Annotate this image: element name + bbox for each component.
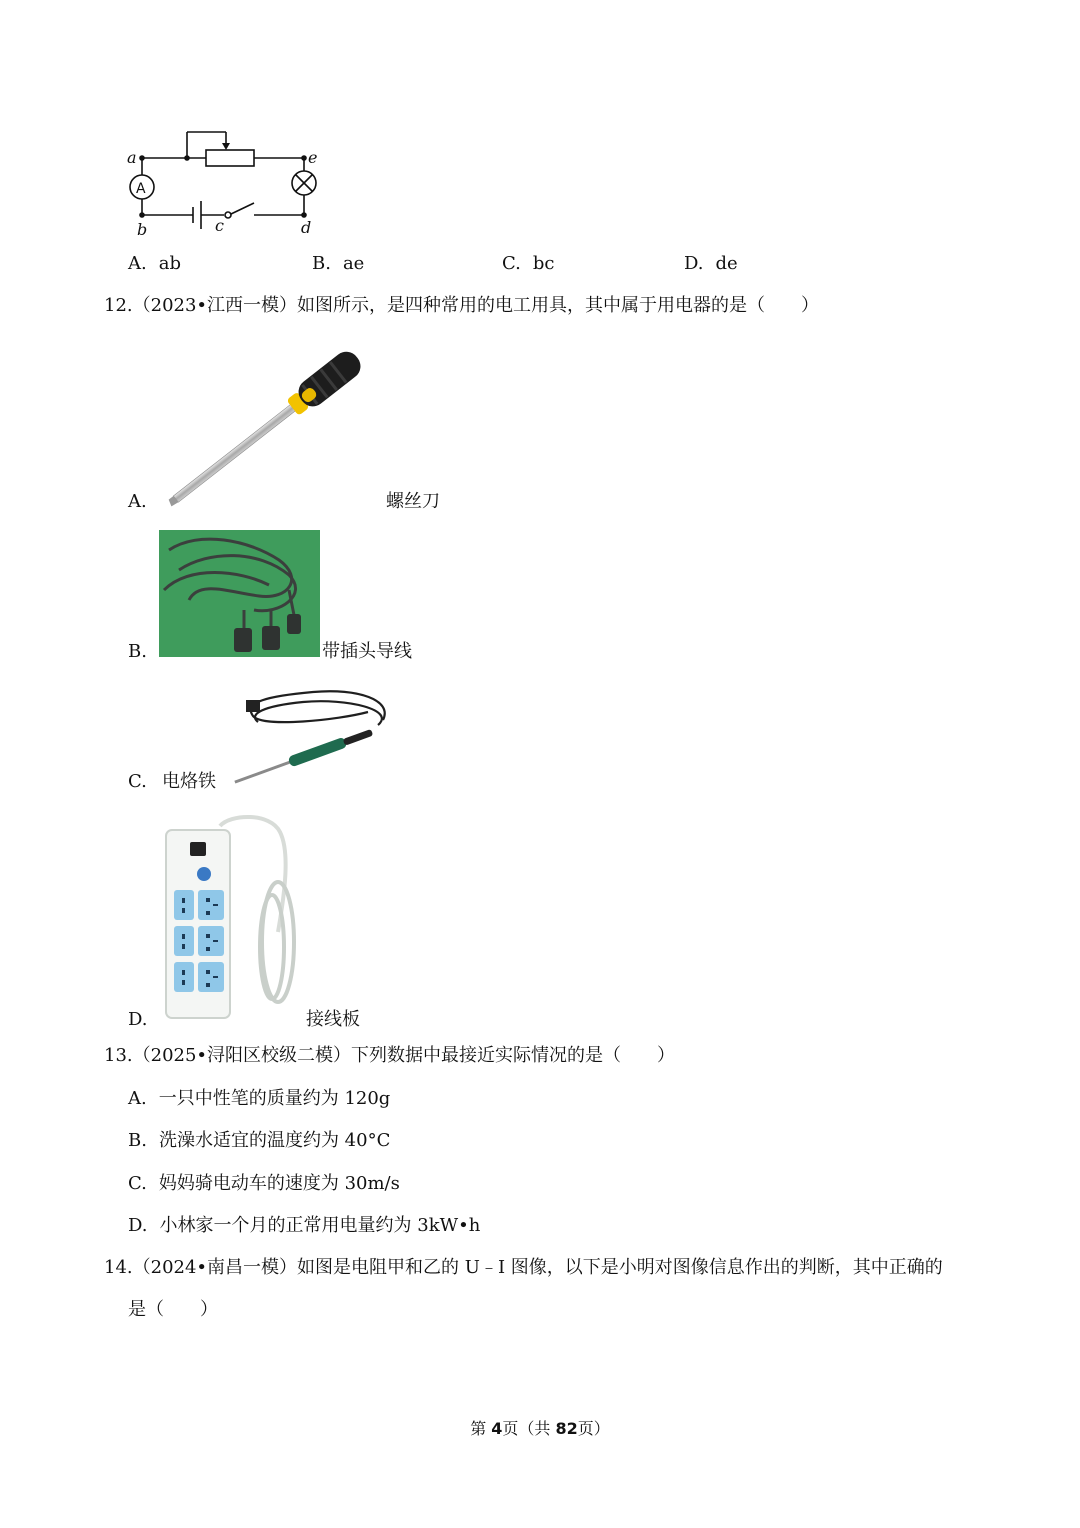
label-e: e bbox=[308, 148, 318, 167]
q12-option-c-text[interactable]: 电烙铁 bbox=[162, 771, 216, 792]
q12-option-b-letter[interactable]: B. bbox=[128, 641, 147, 662]
option-letter: B. bbox=[312, 253, 331, 274]
page-footer bbox=[0, 1416, 1080, 1439]
plug-wire-photo bbox=[159, 530, 320, 657]
q13-stem: 13.（2025•浔阳区校级二模）下列数据中最接近实际情况的是（ ） bbox=[104, 1045, 676, 1066]
option-text: bc bbox=[532, 253, 555, 274]
option-letter: A. bbox=[128, 1088, 147, 1109]
label-a: a bbox=[127, 148, 137, 167]
q12-option-a-text[interactable]: 螺丝刀 bbox=[386, 491, 440, 512]
power-strip-photo bbox=[160, 812, 305, 1024]
label-c: c bbox=[215, 216, 224, 235]
q12-option-a-letter[interactable]: A. bbox=[128, 491, 147, 512]
q14-stem: 14.（2024•南昌一模）如图是电阻甲和乙的 U﹣I 图像，以下是小明对图像信息作出的判断，其中正确的 bbox=[104, 1257, 943, 1278]
q11-option-d[interactable] bbox=[684, 252, 738, 276]
option-text: ab bbox=[158, 253, 181, 274]
label-b: b bbox=[137, 220, 148, 239]
option-letter: C. bbox=[128, 1173, 147, 1194]
label-d: d bbox=[301, 218, 312, 237]
q11-option-c[interactable] bbox=[502, 252, 554, 276]
q12-option-d-text[interactable]: 接线板 bbox=[306, 1009, 360, 1030]
footer-mid: 页（共 bbox=[502, 1419, 556, 1438]
q11-option-b[interactable] bbox=[312, 252, 364, 276]
q13-option-a[interactable] bbox=[128, 1087, 390, 1111]
q12-option-d-letter[interactable]: D. bbox=[128, 1009, 148, 1030]
q12-stem: 12.（2023•江西一模）如图所示，是四种常用的电工用具，其中属于用电器的是（ ） bbox=[104, 295, 820, 316]
option-text: ae bbox=[342, 253, 365, 274]
q12-option-c-letter[interactable]: C. bbox=[128, 771, 147, 792]
circuit-diagram bbox=[120, 125, 330, 240]
option-letter: D. bbox=[684, 253, 704, 274]
screwdriver-photo bbox=[160, 334, 385, 514]
option-text: de bbox=[715, 253, 738, 274]
option-letter: A. bbox=[128, 253, 147, 274]
option-letter: B. bbox=[128, 1130, 147, 1151]
q13-option-d[interactable] bbox=[128, 1214, 480, 1238]
footer-suffix: 页） bbox=[577, 1419, 610, 1438]
q11-option-a[interactable] bbox=[128, 252, 181, 276]
q13-option-b[interactable] bbox=[128, 1129, 390, 1153]
option-text: 小林家一个月的正常用电量约为 3kW•h bbox=[159, 1215, 481, 1236]
q13-option-c[interactable] bbox=[128, 1172, 400, 1196]
footer-page-number: 4 bbox=[491, 1419, 503, 1438]
option-text: 洗澡水适宜的温度约为 40°C bbox=[158, 1130, 391, 1151]
option-text: 妈妈骑电动车的速度为 30m/s bbox=[158, 1173, 400, 1194]
ammeter-label: A bbox=[136, 181, 146, 197]
soldering-iron-photo bbox=[218, 680, 400, 790]
q14-stem-continuation: 是（ ） bbox=[128, 1299, 218, 1320]
option-letter: D. bbox=[128, 1215, 148, 1236]
footer-total-pages: 82 bbox=[555, 1419, 578, 1438]
q12-option-b-text[interactable]: 带插头导线 bbox=[322, 641, 412, 662]
footer-prefix: 第 bbox=[470, 1419, 492, 1438]
option-text: 一只中性笔的质量约为 120g bbox=[158, 1088, 391, 1109]
option-letter: C. bbox=[502, 253, 521, 274]
